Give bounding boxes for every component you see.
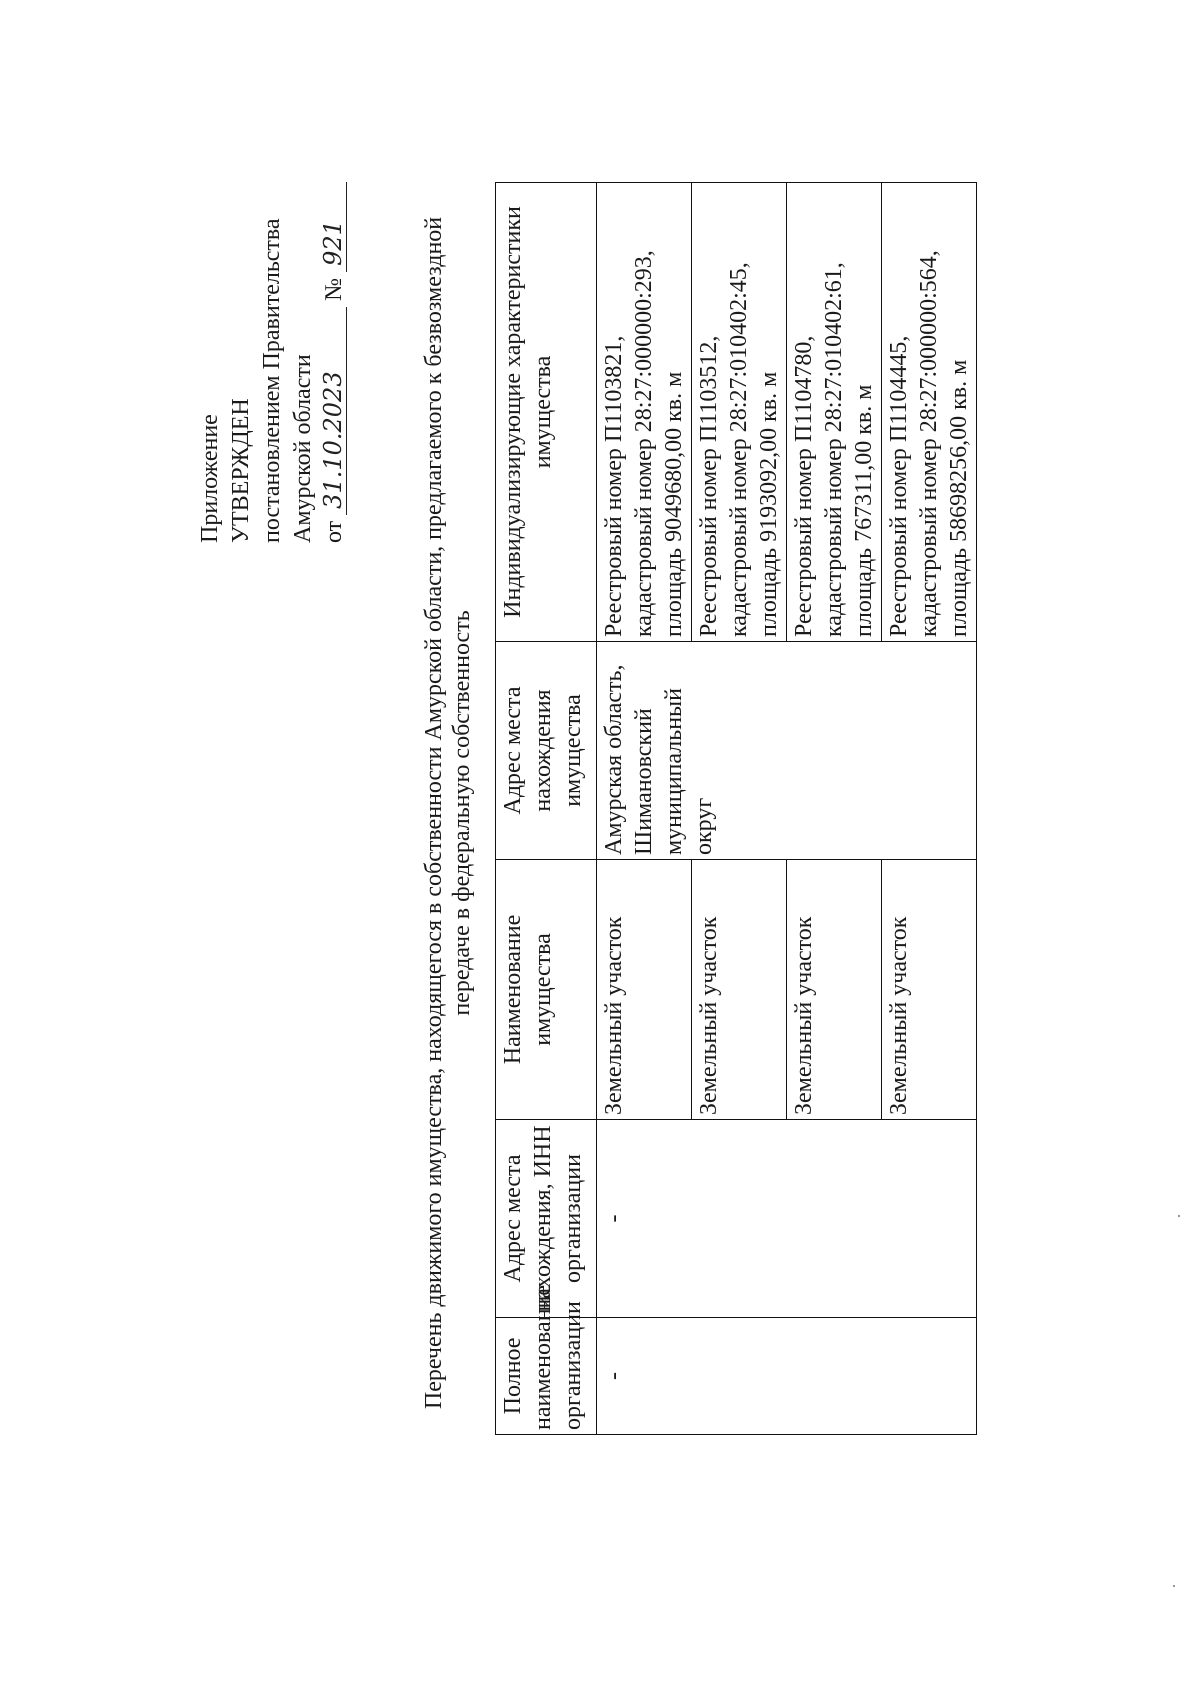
document-title (420, 183, 476, 1443)
cell-property-name: Земельный участок (692, 860, 787, 1120)
cell-characteristics (882, 183, 977, 642)
cell-property-address: Амурская область, Шимановский муниципальный округ (597, 642, 977, 860)
title-line-2: передаче в федеральную собственность (449, 610, 475, 1016)
appendix-label: Приложение (197, 414, 223, 543)
number-label: № (321, 277, 347, 301)
area: площадь 767311,00 кв. м (851, 384, 877, 637)
approved-label: УТВЕРЖДЕН (228, 398, 254, 543)
region-label: Амурской области (290, 354, 316, 543)
cadastral-number: кадастровый номер 28:27:010402:61, (821, 262, 847, 637)
header-property-characteristics: Индивидуализирующие характеристики имущества (496, 183, 597, 642)
scan-speck (1178, 1215, 1180, 1217)
header-property-address: Адрес места нахождения имущества (496, 642, 597, 860)
cadastral-number: кадастровый номер 28:27:010402:45, (726, 262, 752, 637)
table-row (597, 183, 692, 1435)
from-label: от (321, 520, 347, 543)
handwritten-date: 31.10.2023 (320, 307, 347, 515)
registry-number: Реестровый номер П1104445, (886, 335, 912, 637)
cell-property-name: Земельный участок (597, 860, 692, 1120)
date-number-line (319, 182, 350, 543)
area: площадь 58698256,00 кв. м (946, 359, 972, 637)
title-line-1: Перечень движимого имущества, находящегося в собственности Амурской области, предлагаемого к безвозмездной (421, 216, 447, 1410)
scan-speck (1173, 1585, 1175, 1587)
cell-org-address: - (597, 1120, 977, 1318)
area: площадь 9049680,00 кв. м (661, 371, 687, 637)
cell-org-name: - (597, 1318, 977, 1435)
cell-characteristics (597, 183, 692, 642)
header-org-name: Полное наименование организации (496, 1318, 597, 1435)
area: площадь 9193092,00 кв. м (756, 371, 782, 637)
cell-property-name: Земельный участок (787, 860, 882, 1120)
registry-number: Реестровый номер П1103512, (696, 335, 722, 637)
registry-number: Реестровый номер П1104780, (791, 335, 817, 637)
property-table (495, 182, 977, 1435)
cell-property-name: Земельный участок (882, 860, 977, 1120)
cell-characteristics (787, 183, 882, 642)
approval-stamp (195, 182, 350, 543)
registry-number: Реестровый номер П1103821, (601, 335, 627, 637)
cadastral-number: кадастровый номер 28:27:000000:564, (916, 250, 942, 637)
resolution-label: постановлением Правительства (259, 218, 285, 543)
cadastral-number: кадастровый номер 28:27:000000:293, (631, 250, 657, 637)
header-org-address: Адрес места нахождения, ИНН организации (496, 1120, 597, 1318)
table-header-row (496, 183, 597, 1435)
header-property-name: Наименование имущества (496, 860, 597, 1120)
handwritten-number: 921 (320, 182, 347, 272)
cell-characteristics (692, 183, 787, 642)
